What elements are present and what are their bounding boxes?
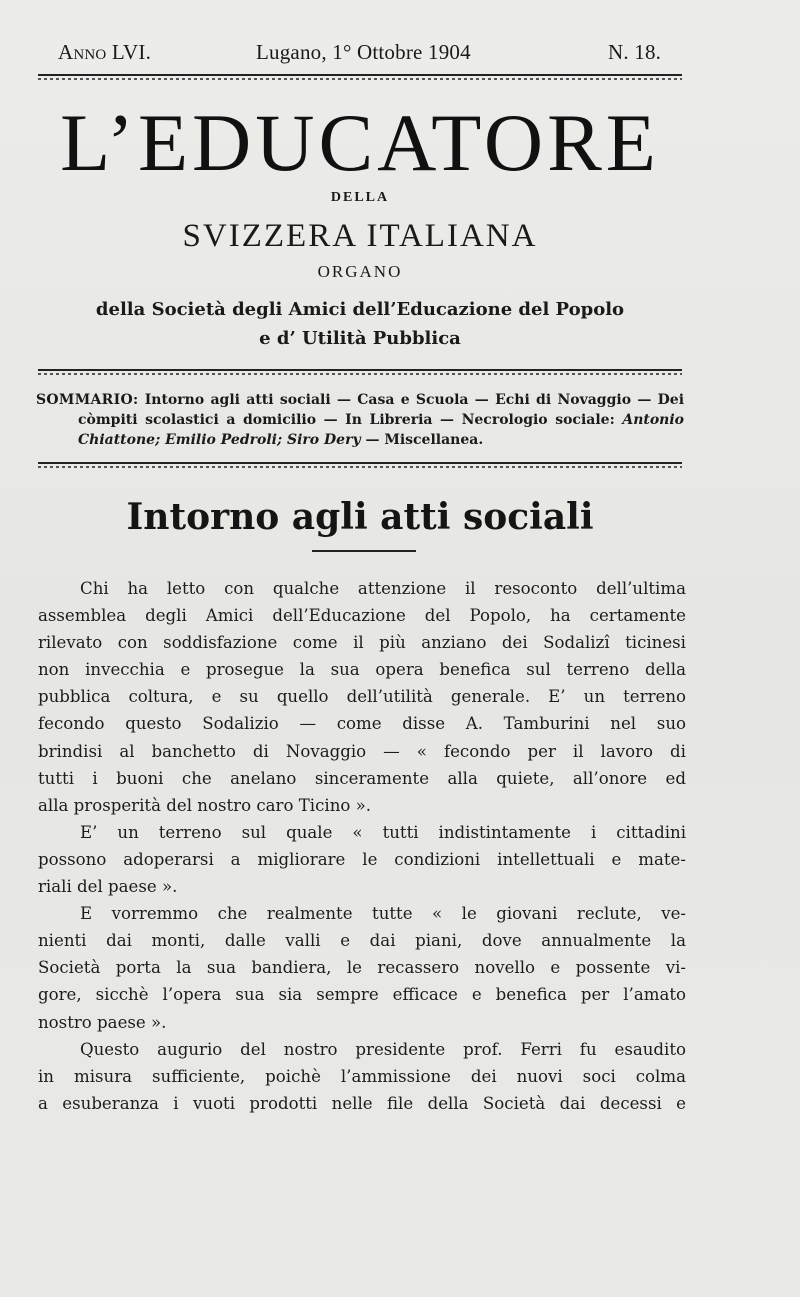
paragraph: E vorremmo che realmente tutte « le giovani reclute, ve- nienti dai monti, dalle valli e dai piani, dove annualmente la Società porta la sua bandiera, le recassero novello e possente vi- gore, sicchè l’opera sua sia sempre efficace e benefica per l’amato nostro paese ». <box>38 904 686 1032</box>
summary-text-1: Intorno agli atti sociali — Casa e Scuola — Echi di Novaggio — Dei <box>144 392 685 408</box>
issue-header <box>58 40 668 70</box>
header-rule <box>38 74 682 80</box>
issue-place-date: Lugano, 1° Ottobre 1904 <box>256 40 471 64</box>
issue-number: N. 18. <box>608 40 662 64</box>
summary-text-2: còmpiti scolastici a domicilio — In Libreria — Necrologio sociale: <box>78 412 615 428</box>
summary-rule <box>38 462 682 468</box>
masthead-della: DELLA <box>330 190 390 205</box>
article-body <box>38 575 686 1117</box>
title-underline <box>312 550 416 552</box>
paragraph: Chi ha letto con qualche attenzione il resoconto dell’ultima assemblea degli Amici dell’Educazione del Popolo, ha certamente rilevato con soddisfazione come il più anziano dei Sodalizî ticinesi non invecchia e prosegue la sua opera benefica sul terreno della pubblica coltura, e su quello dell’utilità generale. E’ un terreno fecondo questo Sodalizio — come disse A. Tamburini nel suo brindisi al banchetto di Novaggio — « fecondo per il lavoro di tutti i buoni che anelano sinceramente alla quiete, all’onore ed alla prosperità del nostro caro Ticino ». <box>38 579 686 815</box>
masthead-rule <box>38 369 682 375</box>
summary-block <box>36 390 684 450</box>
masthead-society <box>0 295 720 353</box>
summary-text-3: — Miscellanea. <box>365 432 484 448</box>
masthead-subtitle: SVIZZERA ITALIANA <box>182 218 538 254</box>
summary-italic-2: Chiattone; Emilio Pedroli; Siro Dery <box>78 432 361 448</box>
article-title: Intorno agli atti sociali <box>126 496 594 538</box>
masthead-organo: ORGANO <box>317 262 403 281</box>
summary-italic-1: Antonio <box>622 412 685 428</box>
masthead-title: L’EDUCATORE <box>60 97 660 188</box>
issue-year: Anno LVI. <box>58 40 152 64</box>
society-line-2: e d’ Utilità Pubblica <box>259 328 461 349</box>
paragraph: E’ un terreno sul quale « tutti indistintamente i cittadini possono adoperarsi a migliorare le condizioni intellettuali e mate- riali del paese ». <box>38 822 686 897</box>
summary-label: SOMMARIO: <box>36 392 139 408</box>
paragraph: Questo augurio del nostro presidente prof. Ferri fu esaudito in misura sufficiente, poichè l’ammissione dei nuovi soci colma a esuberanza i vuoti prodotti nelle file della Società dai decessi e <box>38 1039 686 1113</box>
society-line-1: della Società degli Amici dell’Educazione del Popolo <box>95 299 625 320</box>
